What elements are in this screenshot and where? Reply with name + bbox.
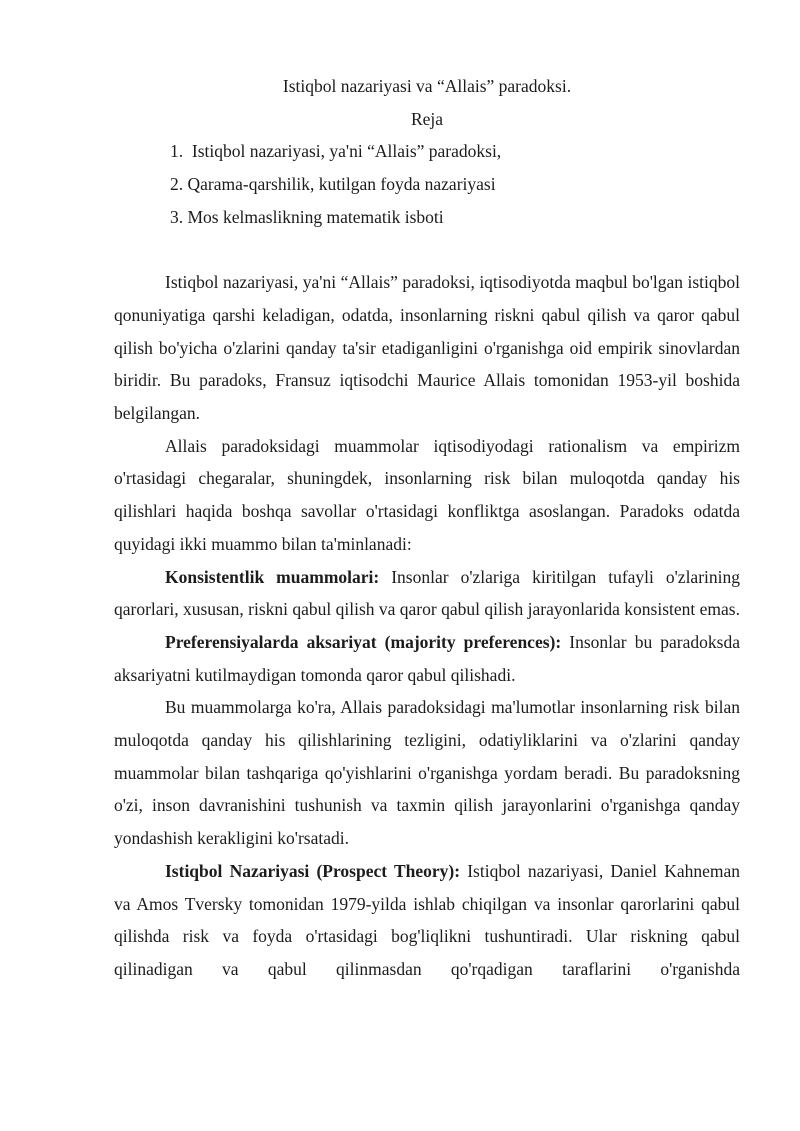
paragraph-bold-lead: Preferensiyalarda aksariyat (majority preferences):	[165, 631, 562, 652]
outline-list	[114, 135, 740, 233]
list-item: 2. Qarama-qarshilik, kutilgan foyda nazariyasi	[170, 174, 496, 195]
document-subtitle: Reja	[410, 108, 444, 129]
paragraph	[114, 561, 740, 626]
paragraph	[114, 266, 740, 430]
paragraph-text: Istiqbol nazariyasi, Daniel Kahneman va Amos Tversky tomonidan 1979-yilda ishlab chiqilgan va insonlar qarorlarini qabul qilishda risk va foyda o'rtasidagi bog'liqlikni tushuntiradi. Ular riskning qabul qilinadigan va qabul qilinmasdan qo'rqadigan taraflarini o'rganishda	[114, 860, 740, 979]
paragraph	[114, 855, 740, 986]
list-item: 3. Mos kelmaslikning matematik isboti	[170, 206, 444, 227]
list-item: 1. Istiqbol nazariyasi, ya'ni “Allais” paradoksi,	[170, 141, 502, 162]
paragraph-text: Bu muammolarga ko'ra, Allais paradoksidagi ma'lumotlar insonlarning risk bilan muloqotda qanday his qilishlarining tezligini, odatiyliklarini va o'zlarini qanday muammolar bilan tashqariga qo'yishlarini o'rganishga yordam beradi. Bu paradoksning o'zi, inson davranishini tushunish va taxmin qilish jarayonlarini o'rganishga qanday yondashish kerakligini ko'rsatadi.	[114, 697, 740, 849]
document-title: Istiqbol nazariyasi va “Allais” paradoksi.	[282, 76, 572, 96]
document-body	[114, 266, 740, 985]
paragraph	[114, 691, 740, 855]
paragraph-text: Allais paradoksidagi muammolar iqtisodiyodagi rationalism va empirizm o'rtasidagi chegaralar, shuningdek, insonlarning risk bilan muloqotda qanday his qilishlari haqida boshqa savollar o'rtasidagi konfliktga asoslangan. Paradoks odatda quyidagi ikki muammo bilan ta'minlanadi:	[114, 435, 740, 554]
paragraph-bold-lead: Istiqbol Nazariyasi (Prospect Theory):	[165, 860, 461, 881]
paragraph-text: Insonlar bu paradoksda aksariyatni kutilmaydigan tomonda qaror qabul qilishadi.	[114, 631, 740, 685]
paragraph-text: Istiqbol nazariyasi, ya'ni “Allais” paradoksi, iqtisodiyotda maqbul bo'lgan istiqbol qonuniyatiga qarshi keladigan, odatda, insonlarning riskni qabul qilish va qaror qabul qilish bo'yicha o'zlarini qanday ta'sir etadiganligini o'rganishga oid empirik sinovlardan biridir. Bu paradoks, Fransuz iqtisodchi Maurice Allais tomonidan 1953-yil boshida belgilangan.	[114, 272, 740, 424]
paragraph	[114, 430, 740, 561]
paragraph-text: Insonlar o'zlariga kiritilgan tufayli o'zlarining qarorlari, xususan, riskni qabul qilish va qaror qabul qilish jarayonlarida konsistent emas.	[114, 566, 740, 620]
paragraph	[114, 626, 740, 691]
paragraph-bold-lead: Konsistentlik muammolari:	[165, 566, 380, 587]
